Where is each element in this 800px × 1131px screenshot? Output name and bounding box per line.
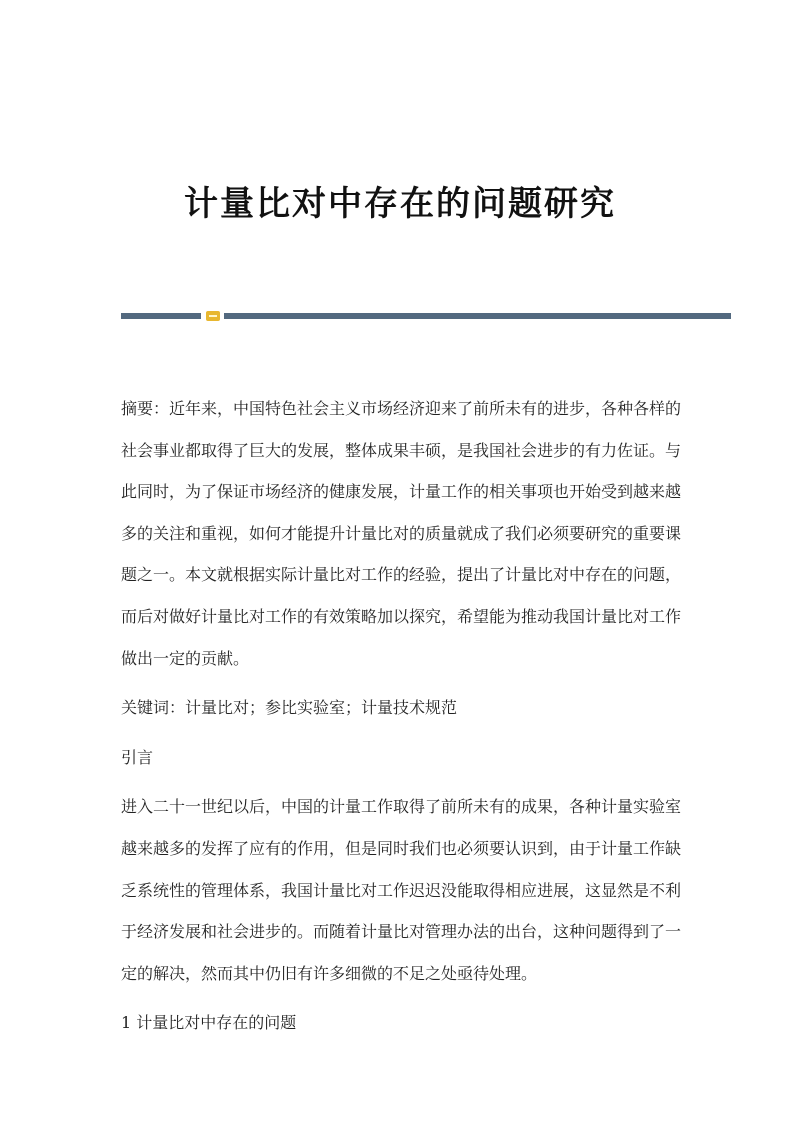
document-body: [121, 388, 681, 1044]
divider-bar-right: [224, 313, 731, 319]
abstract-paragraph: 摘要：近年来，中国特色社会主义市场经济迎来了前所未有的进步，各种各样的社会事业都取得了巨大的发展，整体成果丰硕，是我国社会进步的有力佐证。与此同时，为了保证市场经济的健康发展，计量工作的相关事项也开始受到越来越多的关注和重视，如何才能提升计量比对的质量就成了我们必须要研究的重要课题之一。本文就根据实际计量比对工作的经验，提出了计量比对中存在的问题，而后对做好计量比对工作的有效策略加以探究，希望能为推动我国计量比对工作做出一定的贡献。: [121, 399, 682, 668]
document-title: 计量比对中存在的问题研究: [184, 184, 616, 224]
section-1-heading: 1 计量比对中存在的问题: [121, 1013, 297, 1033]
title-divider: [121, 311, 731, 321]
divider-emblem-icon: [206, 311, 220, 321]
divider-bar-left: [121, 313, 201, 319]
intro-paragraph: 进入二十一世纪以后，中国的计量工作取得了前所未有的成果，各种计量实验室越来越多的发挥了应有的作用，但是同时我们也必须要认识到，由于计量工作缺乏系统性的管理体系，我国计量比对工作迟迟没能取得相应进展，这显然是不利于经济发展和社会进步的。而随着计量比对管理办法的出台，这种问题得到了一定的解决，然而其中仍旧有许多细微的不足之处亟待处理。: [121, 797, 682, 983]
keywords-line: 关键词：计量比对；参比实验室；计量技术规范: [121, 698, 458, 718]
intro-heading: 引言: [121, 747, 154, 767]
